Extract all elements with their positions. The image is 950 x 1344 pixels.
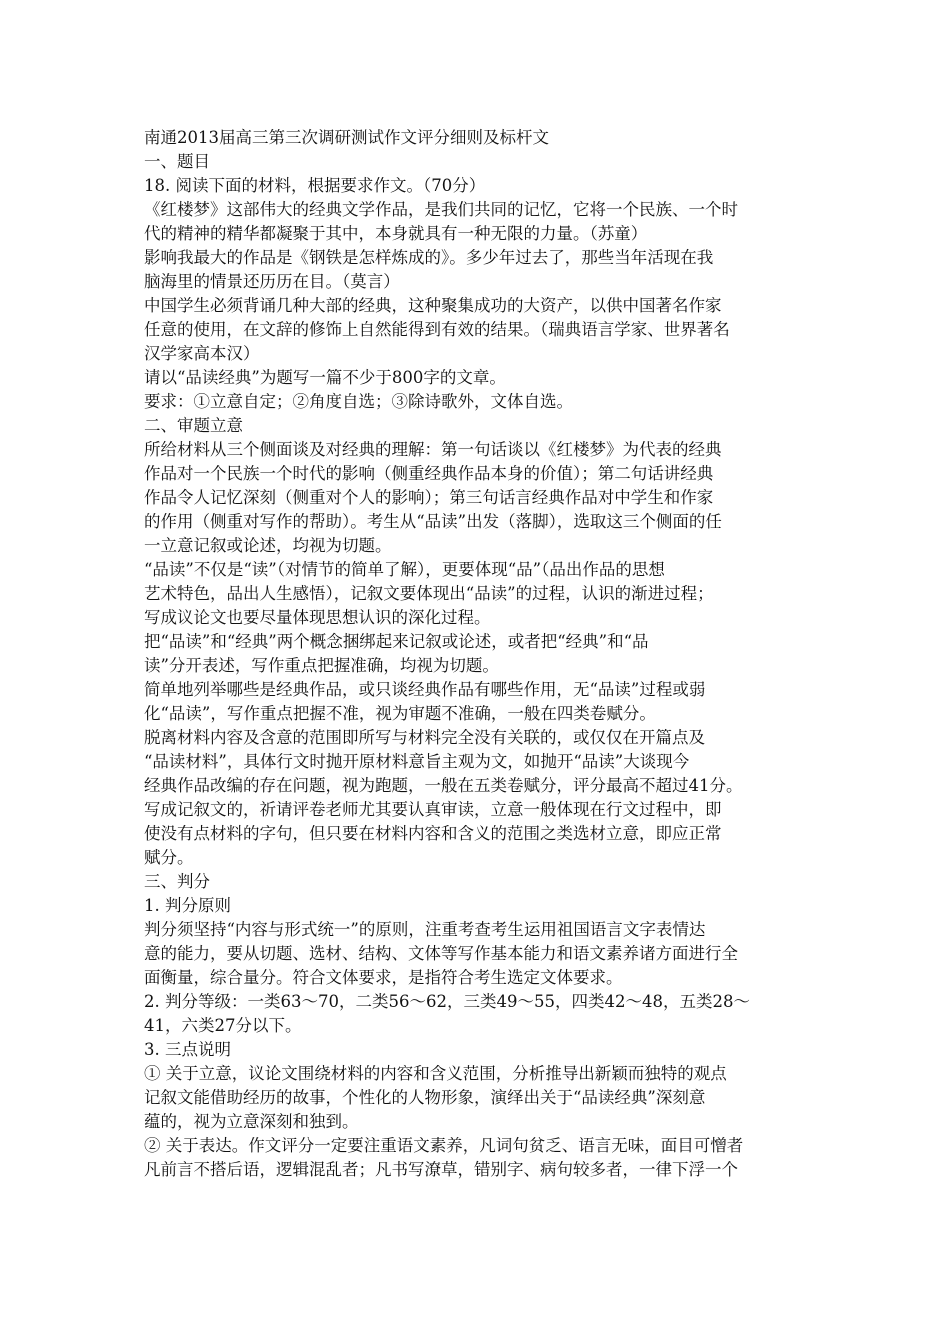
text-line: 41，六类27分以下。 bbox=[144, 1016, 302, 1035]
text-line: 判分须坚持“内容与形式统一”的原则，注重考查考生运用祖国语言文字表情达 bbox=[144, 920, 706, 939]
text-line: 任意的使用，在文辞的修饰上自然能得到有效的结果。（瑞典语言学家、世界著名 bbox=[144, 320, 730, 339]
text-line: 脱离材料内容及含意的范围即所写与材料完全没有关联的，或仅仅在开篇点及 bbox=[144, 728, 705, 747]
text-line: 把“品读”和“经典”两个概念捆绑起来记叙或论述，或者把“经典”和“品 bbox=[144, 632, 649, 651]
text-line: 记叙文能借助经历的故事，个性化的人物形象，演绎出关于“品读经典”深刻意 bbox=[144, 1088, 706, 1107]
text-line: 南通2013届高三第三次调研测试作文评分细则及标杆文 bbox=[144, 128, 549, 147]
text-line: “品读”不仅是“读”（对情节的简单了解），更要体现“品”（品出作品的思想 bbox=[144, 560, 665, 579]
text-line: 影响我最大的作品是《钢铁是怎样炼成的》。多少年过去了，那些当年活现在我 bbox=[144, 248, 714, 267]
text-line: 简单地列举哪些是经典作品，或只谈经典作品有哪些作用，无“品读”过程或弱 bbox=[144, 680, 706, 699]
text-line: 2. 判分等级：一类63～70，二类56～62，三类49～55，四类42～48，五类28～ bbox=[144, 992, 750, 1011]
text-line: 凡前言不搭后语，逻辑混乱者；凡书写潦草，错别字、病句较多者，一律下浮一个 bbox=[144, 1160, 738, 1179]
text-line: 经典作品改编的存在问题，视为跑题，一般在五类卷赋分，评分最高不超过41分。 bbox=[144, 776, 743, 795]
text-line: 18. 阅读下面的材料，根据要求作文。（70分） bbox=[144, 176, 486, 195]
text-line: 一、题目 bbox=[144, 152, 210, 171]
text-line: 3. 三点说明 bbox=[144, 1040, 231, 1059]
text-line: 一立意记叙或论述，均视为切题。 bbox=[144, 536, 392, 555]
text-line: 1. 判分原则 bbox=[144, 896, 231, 915]
text-line: 使没有点材料的字句，但只要在材料内容和含义的范围之类选材立意，即应正常 bbox=[144, 824, 722, 843]
text-line: ② 关于表达。作文评分一定要注重语文素养，凡词句贫乏、语言无味，面目可憎者 bbox=[144, 1136, 744, 1155]
text-line: 意的能力，要从切题、选材、结构、文体等写作基本能力和语文素养诸方面进行全 bbox=[144, 944, 738, 963]
text-line: 化“品读”，写作重点把握不准，视为审题不准确，一般在四类卷赋分。 bbox=[144, 704, 656, 723]
document-body bbox=[144, 126, 824, 1182]
text-line: 要求：①立意自定；②角度自选；③除诗歌外，文体自选。 bbox=[144, 392, 573, 411]
text-line: 作品对一个民族一个时代的影响（侧重经典作品本身的价值）；第二句话讲经典 bbox=[144, 464, 714, 483]
text-line: 读”分开表述，写作重点把握准确，均视为切题。 bbox=[144, 656, 499, 675]
text-line: 代的精神的精华都凝聚于其中，本身就具有一种无限的力量。（苏童） bbox=[144, 224, 648, 243]
text-line: 三、判分 bbox=[144, 872, 210, 891]
text-line: 脑海里的情景还历历在目。（莫言） bbox=[144, 272, 400, 291]
text-line: “品读材料”，具体行文时抛开原材料意旨主观为文，如抛开“品读”大谈现今 bbox=[144, 752, 690, 771]
text-line: 的作用（侧重对写作的帮助）。考生从“品读”出发（落脚），选取这三个侧面的任 bbox=[144, 512, 722, 531]
text-line: 面衡量，综合量分。符合文体要求，是指符合考生选定文体要求。 bbox=[144, 968, 623, 987]
text-line: 二、审题立意 bbox=[144, 416, 243, 435]
text-line: ① 关于立意，议论文围绕材料的内容和含义范围，分析推导出新颖而独特的观点 bbox=[144, 1064, 727, 1083]
text-line: 作品令人记忆深刻（侧重对个人的影响）；第三句话言经典作品对中学生和作家 bbox=[144, 488, 714, 507]
text-line: 写成记叙文的，祈请评卷老师尤其要认真审读，立意一般体现在行文过程中，即 bbox=[144, 800, 722, 819]
text-line: 赋分。 bbox=[144, 848, 194, 867]
text-line: 艺术特色，品出人生感悟），记叙文要体现出“品读”的过程，认识的渐进过程； bbox=[144, 584, 714, 603]
text-line: 中国学生必须背诵几种大部的经典，这种聚集成功的大资产，以供中国著名作家 bbox=[144, 296, 722, 315]
text-line: 《红楼梦》这部伟大的经典文学作品，是我们共同的记忆，它将一个民族、一个时 bbox=[144, 200, 738, 219]
text-line: 蕴的，视为立意深刻和独到。 bbox=[144, 1112, 359, 1131]
text-line: 所给材料从三个侧面谈及对经典的理解：第一句话谈以《红楼梦》为代表的经典 bbox=[144, 440, 722, 459]
text-line: 请以“品读经典”为题写一篇不少于800字的文章。 bbox=[144, 368, 506, 387]
text-line: 汉学家高本汉） bbox=[144, 344, 260, 363]
text-line: 写成议论文也要尽量体现思想认识的深化过程。 bbox=[144, 608, 491, 627]
